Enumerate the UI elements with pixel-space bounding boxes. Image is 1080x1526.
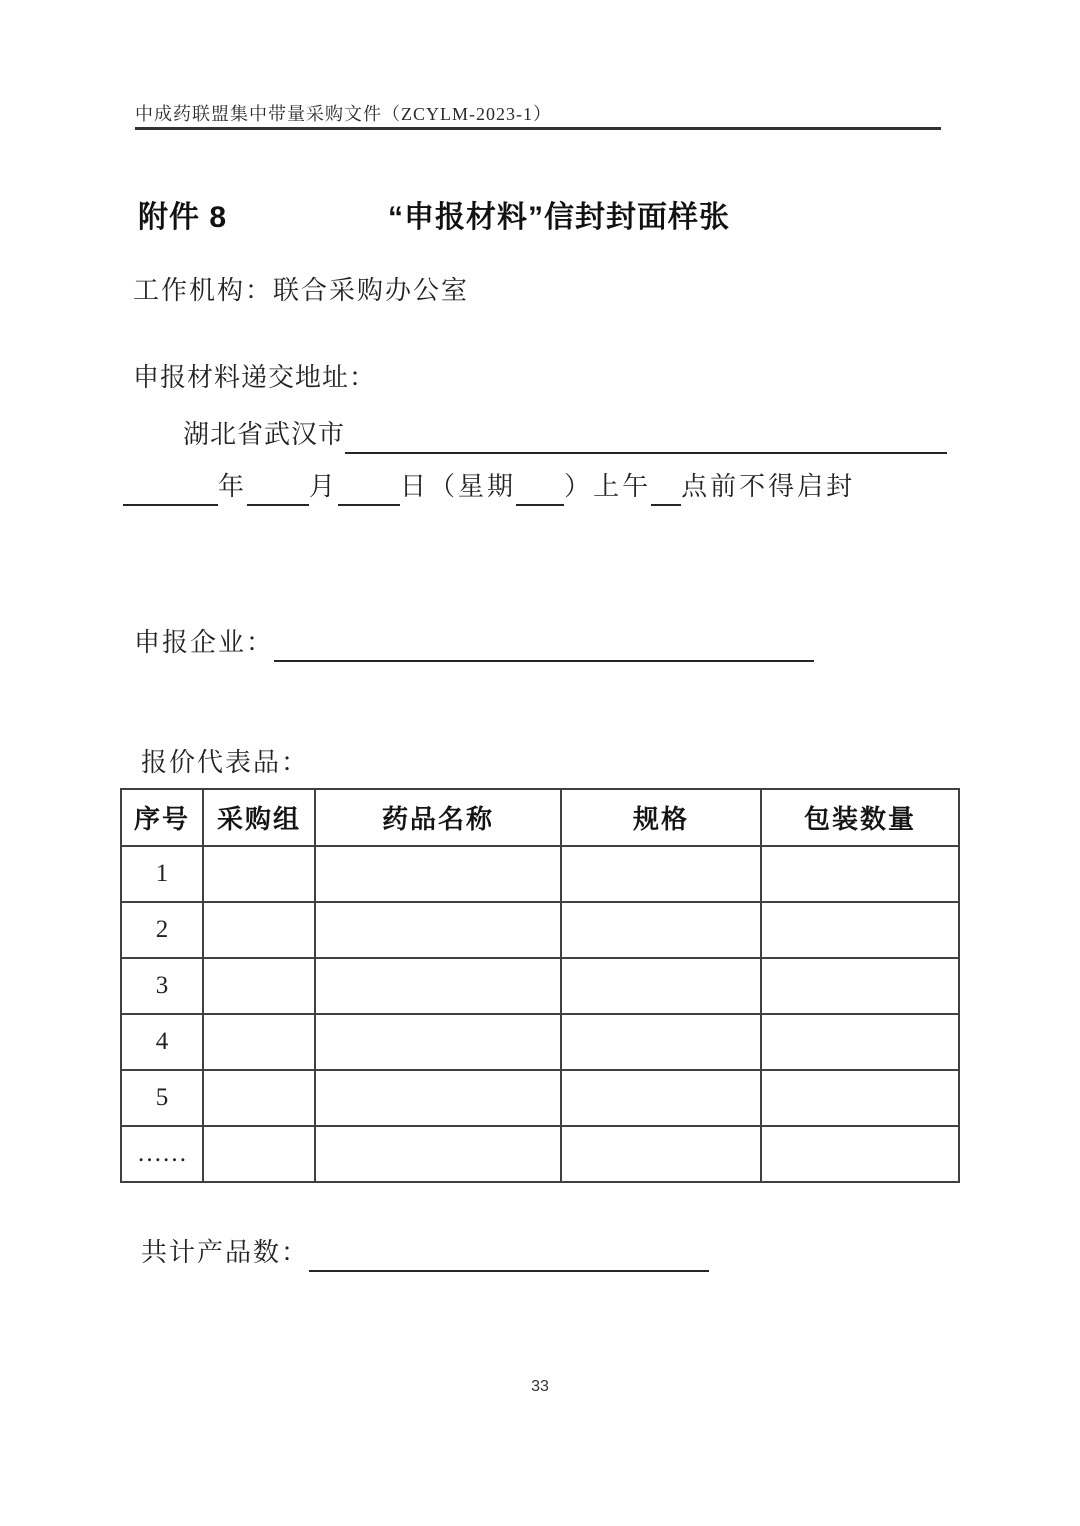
total-products-line bbox=[141, 1234, 709, 1272]
table-cell bbox=[203, 1014, 315, 1070]
address-city-prefix: 湖北省武汉市 bbox=[183, 420, 346, 449]
day-label: 日 bbox=[400, 472, 430, 501]
company-label: 申报企业： bbox=[134, 628, 275, 657]
header-divider bbox=[135, 127, 941, 130]
row-number-cell: 3 bbox=[121, 958, 203, 1014]
table-cell bbox=[761, 846, 959, 902]
page-number: 33 bbox=[531, 1378, 549, 1395]
total-fill-blank bbox=[309, 1237, 709, 1272]
table-header-seq: 序号 bbox=[121, 789, 203, 846]
table-row bbox=[121, 958, 959, 1014]
table-cell bbox=[561, 846, 761, 902]
work-org-line: 工作机构：联合采购办公室 bbox=[133, 276, 470, 305]
table-cell bbox=[761, 902, 959, 958]
table-header-group: 采购组 bbox=[203, 789, 315, 846]
table-header-spec: 规格 bbox=[561, 789, 761, 846]
row-number-cell: 5 bbox=[121, 1070, 203, 1126]
table-cell bbox=[761, 958, 959, 1014]
month-fill-blank bbox=[247, 471, 309, 506]
hour-fill-blank bbox=[651, 471, 681, 506]
table-cell bbox=[315, 958, 561, 1014]
attachment-title: “申报材料”信封封面样张 bbox=[388, 201, 730, 234]
table-header-package-qty: 包装数量 bbox=[761, 789, 959, 846]
table-row bbox=[121, 1014, 959, 1070]
table-cell bbox=[203, 902, 315, 958]
weekday-close-label: ）上午 bbox=[564, 472, 652, 501]
table-cell bbox=[561, 1070, 761, 1126]
quote-representative-label: 报价代表品： bbox=[141, 748, 310, 777]
total-products-label: 共计产品数： bbox=[141, 1238, 310, 1267]
deadline-line bbox=[123, 468, 855, 506]
month-label: 月 bbox=[309, 472, 339, 501]
table-cell bbox=[761, 1014, 959, 1070]
table-header-row bbox=[121, 789, 959, 846]
table-cell bbox=[315, 846, 561, 902]
company-line bbox=[134, 624, 814, 662]
table-cell bbox=[761, 1070, 959, 1126]
table-cell bbox=[561, 1126, 761, 1182]
year-label: 年 bbox=[218, 472, 248, 501]
day-fill-blank bbox=[338, 471, 400, 506]
table-cell bbox=[315, 902, 561, 958]
product-table bbox=[120, 788, 960, 1183]
address-line bbox=[183, 416, 947, 454]
table-cell bbox=[203, 1126, 315, 1182]
table-header-drug-name: 药品名称 bbox=[315, 789, 561, 846]
table-cell bbox=[315, 1126, 561, 1182]
weekday-open-label: （星期 bbox=[429, 472, 517, 501]
row-number-cell: 1 bbox=[121, 846, 203, 902]
table-cell bbox=[203, 846, 315, 902]
table-cell bbox=[561, 958, 761, 1014]
table-cell bbox=[561, 1014, 761, 1070]
table-cell bbox=[203, 958, 315, 1014]
address-fill-blank bbox=[345, 419, 947, 454]
table-row bbox=[121, 846, 959, 902]
attachment-label: 附件 8 bbox=[138, 201, 228, 234]
row-ellipsis-cell: …… bbox=[121, 1126, 203, 1182]
document-header-title: 中成药联盟集中带量采购文件（ZCYLM-2023-1） bbox=[135, 104, 552, 124]
table-row bbox=[121, 1070, 959, 1126]
table-cell bbox=[315, 1014, 561, 1070]
row-number-cell: 4 bbox=[121, 1014, 203, 1070]
table-cell bbox=[203, 1070, 315, 1126]
address-label: 申报材料递交地址： bbox=[133, 363, 377, 392]
table-cell bbox=[761, 1126, 959, 1182]
table-row bbox=[121, 902, 959, 958]
row-number-cell: 2 bbox=[121, 902, 203, 958]
deadline-tail-label: 点前不得启封 bbox=[681, 472, 856, 501]
year-fill-blank bbox=[123, 471, 218, 506]
company-fill-blank bbox=[274, 627, 814, 662]
table-cell bbox=[561, 902, 761, 958]
table-cell bbox=[315, 1070, 561, 1126]
table-row bbox=[121, 1126, 959, 1182]
weekday-fill-blank bbox=[516, 471, 564, 506]
